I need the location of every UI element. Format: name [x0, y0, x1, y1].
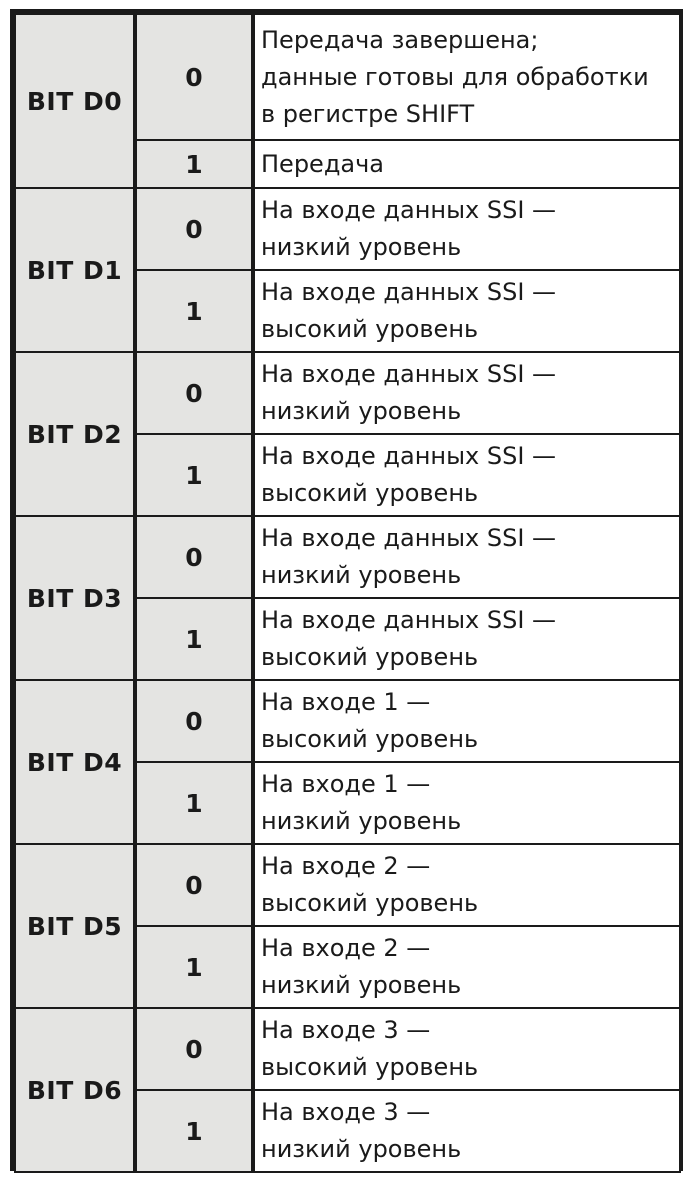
table-row	[15, 188, 680, 270]
description-line: Передача завершена;	[261, 25, 539, 54]
table-row	[15, 1008, 680, 1090]
bit-label: BIT D6	[15, 1008, 135, 1172]
bit-value: 0	[135, 14, 253, 140]
bit-label: BIT D4	[15, 680, 135, 844]
description-line: На входе 1 —	[261, 688, 431, 716]
bit-value: 0	[135, 844, 253, 926]
description-line: низкий уровень	[261, 1135, 462, 1163]
bit-description	[253, 1090, 680, 1172]
bit-value: 0	[135, 516, 253, 598]
bit-description	[253, 926, 680, 1008]
description-line: высокий уровень	[261, 315, 479, 343]
bit-value: 1	[135, 270, 253, 352]
bit-value: 1	[135, 434, 253, 516]
bit-value: 1	[135, 926, 253, 1008]
bit-value: 0	[135, 352, 253, 434]
description-line: низкий уровень	[261, 561, 462, 589]
bit-label: BIT D0	[15, 14, 135, 188]
table-row	[15, 516, 680, 598]
description-line: На входе данных SSI —	[261, 606, 557, 634]
description-line: На входе 3 —	[261, 1098, 431, 1126]
description-line: высокий уровень	[261, 479, 479, 507]
bit-description	[253, 598, 680, 680]
bit-description	[253, 352, 680, 434]
bit-description	[253, 516, 680, 598]
description-line: На входе данных SSI —	[261, 278, 557, 306]
bit-value: 1	[135, 598, 253, 680]
description-line: низкий уровень	[261, 397, 462, 425]
description-line: высокий уровень	[261, 725, 479, 753]
table-row	[15, 844, 680, 926]
bit-description	[253, 188, 680, 270]
table-row	[15, 352, 680, 434]
bit-description	[253, 680, 680, 762]
description-line: данные готовы для обработки	[261, 62, 649, 91]
bit-label: BIT D5	[15, 844, 135, 1008]
description-line: На входе 2 —	[261, 934, 431, 962]
description-line: На входе данных SSI —	[261, 360, 557, 388]
bit-table-frame	[10, 9, 683, 1171]
description-line: высокий уровень	[261, 889, 479, 917]
bit-label: BIT D1	[15, 188, 135, 352]
description-line: На входе 1 —	[261, 770, 431, 798]
bit-description	[253, 270, 680, 352]
description-line: На входе 2 —	[261, 852, 431, 880]
bit-description	[253, 844, 680, 926]
description-line: На входе 3 —	[261, 1016, 431, 1044]
bit-label: BIT D2	[15, 352, 135, 516]
description-line: в регистре SHIFT	[261, 99, 475, 128]
bit-label: BIT D3	[15, 516, 135, 680]
description-line: На входе данных SSI —	[261, 442, 557, 470]
bit-value: 0	[135, 680, 253, 762]
description-line: низкий уровень	[261, 971, 462, 999]
bit-value: 1	[135, 140, 253, 188]
description-line: На входе данных SSI —	[261, 196, 557, 224]
bit-value: 1	[135, 762, 253, 844]
description-line: Передача	[261, 149, 384, 178]
description-line: высокий уровень	[261, 643, 479, 671]
bit-description	[253, 140, 680, 188]
description-line: высокий уровень	[261, 1053, 479, 1081]
bit-value: 1	[135, 1090, 253, 1172]
bit-description	[253, 762, 680, 844]
description-line: низкий уровень	[261, 233, 462, 261]
table-row	[15, 14, 680, 140]
bit-description	[253, 1008, 680, 1090]
bit-description	[253, 434, 680, 516]
bit-table	[14, 13, 681, 1173]
description-line: На входе данных SSI —	[261, 524, 557, 552]
bit-value: 0	[135, 1008, 253, 1090]
bit-value: 0	[135, 188, 253, 270]
table-row	[15, 680, 680, 762]
bit-description	[253, 14, 680, 140]
description-line: низкий уровень	[261, 807, 462, 835]
